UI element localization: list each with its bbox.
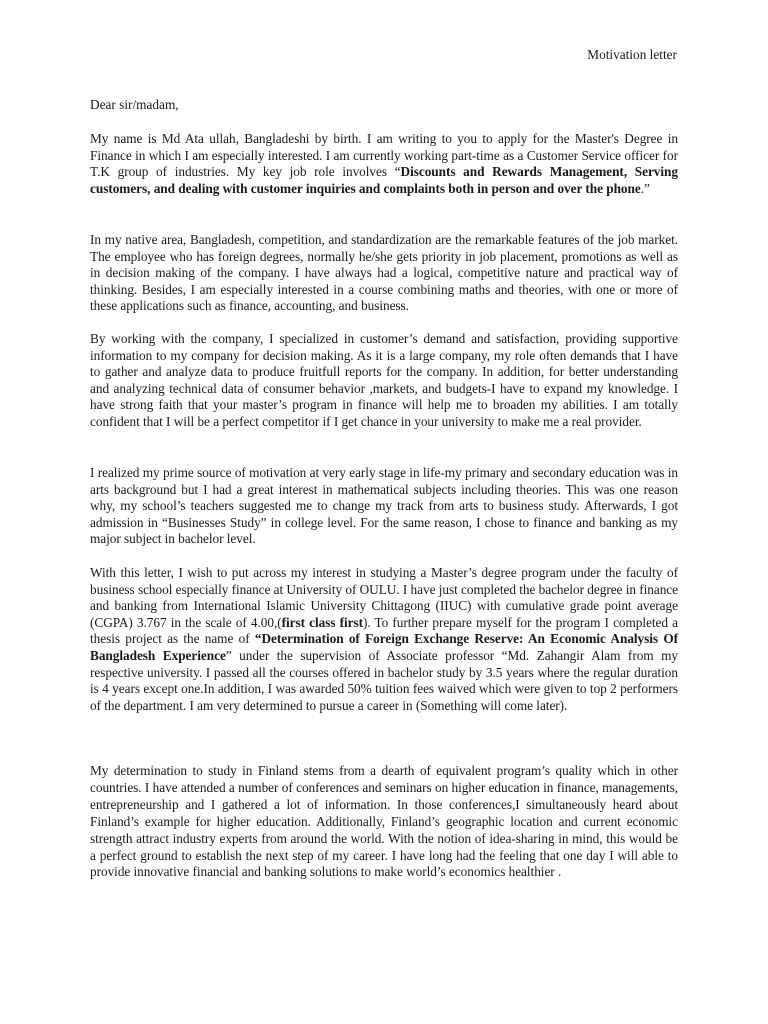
document-header-title: Motivation letter [587,47,677,62]
salutation: Dear sir/madam, [90,97,179,112]
p5-text-c: ). To further prepare myself for the program I completed a thesis project as the name of [90,614,678,647]
paragraph-introduction [90,131,678,197]
paragraph-finland-determination: My determination to study in Finland stems from a dearth of equivalent program’s quality which in other countries. I have attended a number of conferences and seminars on higher education in finance, managements, entrepreneurship and I gathered a lot of information. In those conferences,I simultaneously heard about Finland’s example for higher education. Additionally, Finland’s geographic location and current economic strength attract industry experts from around the world. With the notion of idea-sharing in mind, this would be a perfect ground to establish the next step of my career. I have long had the feeling that one day I will able to provide innovative financial and banking solutions to make world’s economics healthier . [90,763,678,880]
paragraph-native-area: In my native area, Bangladesh, competition, and standardization are the remarkable features of the job market. The employee who has foreign degrees, normally he/she gets priority in job placement, promotions as well as in decision making of the company. I have always had a logical, competitive nature and practical way of thinking. Besides, I am especially interested in a course combining maths and theories, with one or more of these applications such as finance, accounting, and business. [90,232,678,314]
paragraph-motivation-source: I realized my prime source of motivation at very early stage in life-my primary and secondary education was in arts background but I had a great interest in mathematical subjects including theories. This was one reason why, my school’s teachers suggested me to change my track from arts to business study. Afterwards, I got admission in “Businesses Study” in college level. For the same reason, I chose to finance and banking as my major subject in bachelor level. [90,465,678,547]
p5-bold-first-class: first class first [281,614,363,630]
p5-text-a: With this letter, I wish to put across my interest in studying a Master’s degree program under the faculty of business school especially finance at University of OULU. I have just completed the bachelor degree in finance and banking from International Islamic University Chittagong (IIUC) with cumulative grade point average (CGPA) 3.767 in the scale of 4.00,( [90,565,678,630]
paragraph-academic-background [90,565,678,714]
p5-text-e: ” under the supervision of Associate professor “Md. Zahangir Alam from my respective university. I passed all the courses offered in bachelor study by 3.5 years where the regular duration is 4 years except one.In addition, I was awarded 50% tuition fees waived which were given to top 2 performers of the department. I am very determined to pursue a career in (Something will come later). [90,647,678,713]
p5-bold-thesis-title: “Determination of Foreign Exchange Reserve: An Economic Analysis Of Bangladesh Experience [90,631,678,663]
p1-text-c: .” [640,180,650,196]
p1-bold-role: Discounts and Rewards Management, Serving customers, and dealing with customer inquiries and complaints both in person and over the phone [90,164,678,196]
p1-text-a: My name is Md Ata ullah, Bangladeshi by birth. I am writing to you to apply for the Master's Degree in Finance in which I am especially interested. I am currently working part-time as a Customer Service officer for T.K group of industries. My key job role involves “ [90,131,678,180]
paragraph-work-experience: By working with the company, I specialized in customer’s demand and satisfaction, providing supportive information to my company for decision making. As it is a large company, my role often demands that I have to gather and analyze data to produce fruitfull reports for the company. In addition, for better understanding and analyzing technical data of consumer behavior ,markets, and budgets-I have to expand my knowledge. I have strong faith that your master’s program in finance will help me to broaden my abilities. I am totally confident that I will be a perfect competitor if I get chance in your university to make me a real provider. [90,331,678,429]
